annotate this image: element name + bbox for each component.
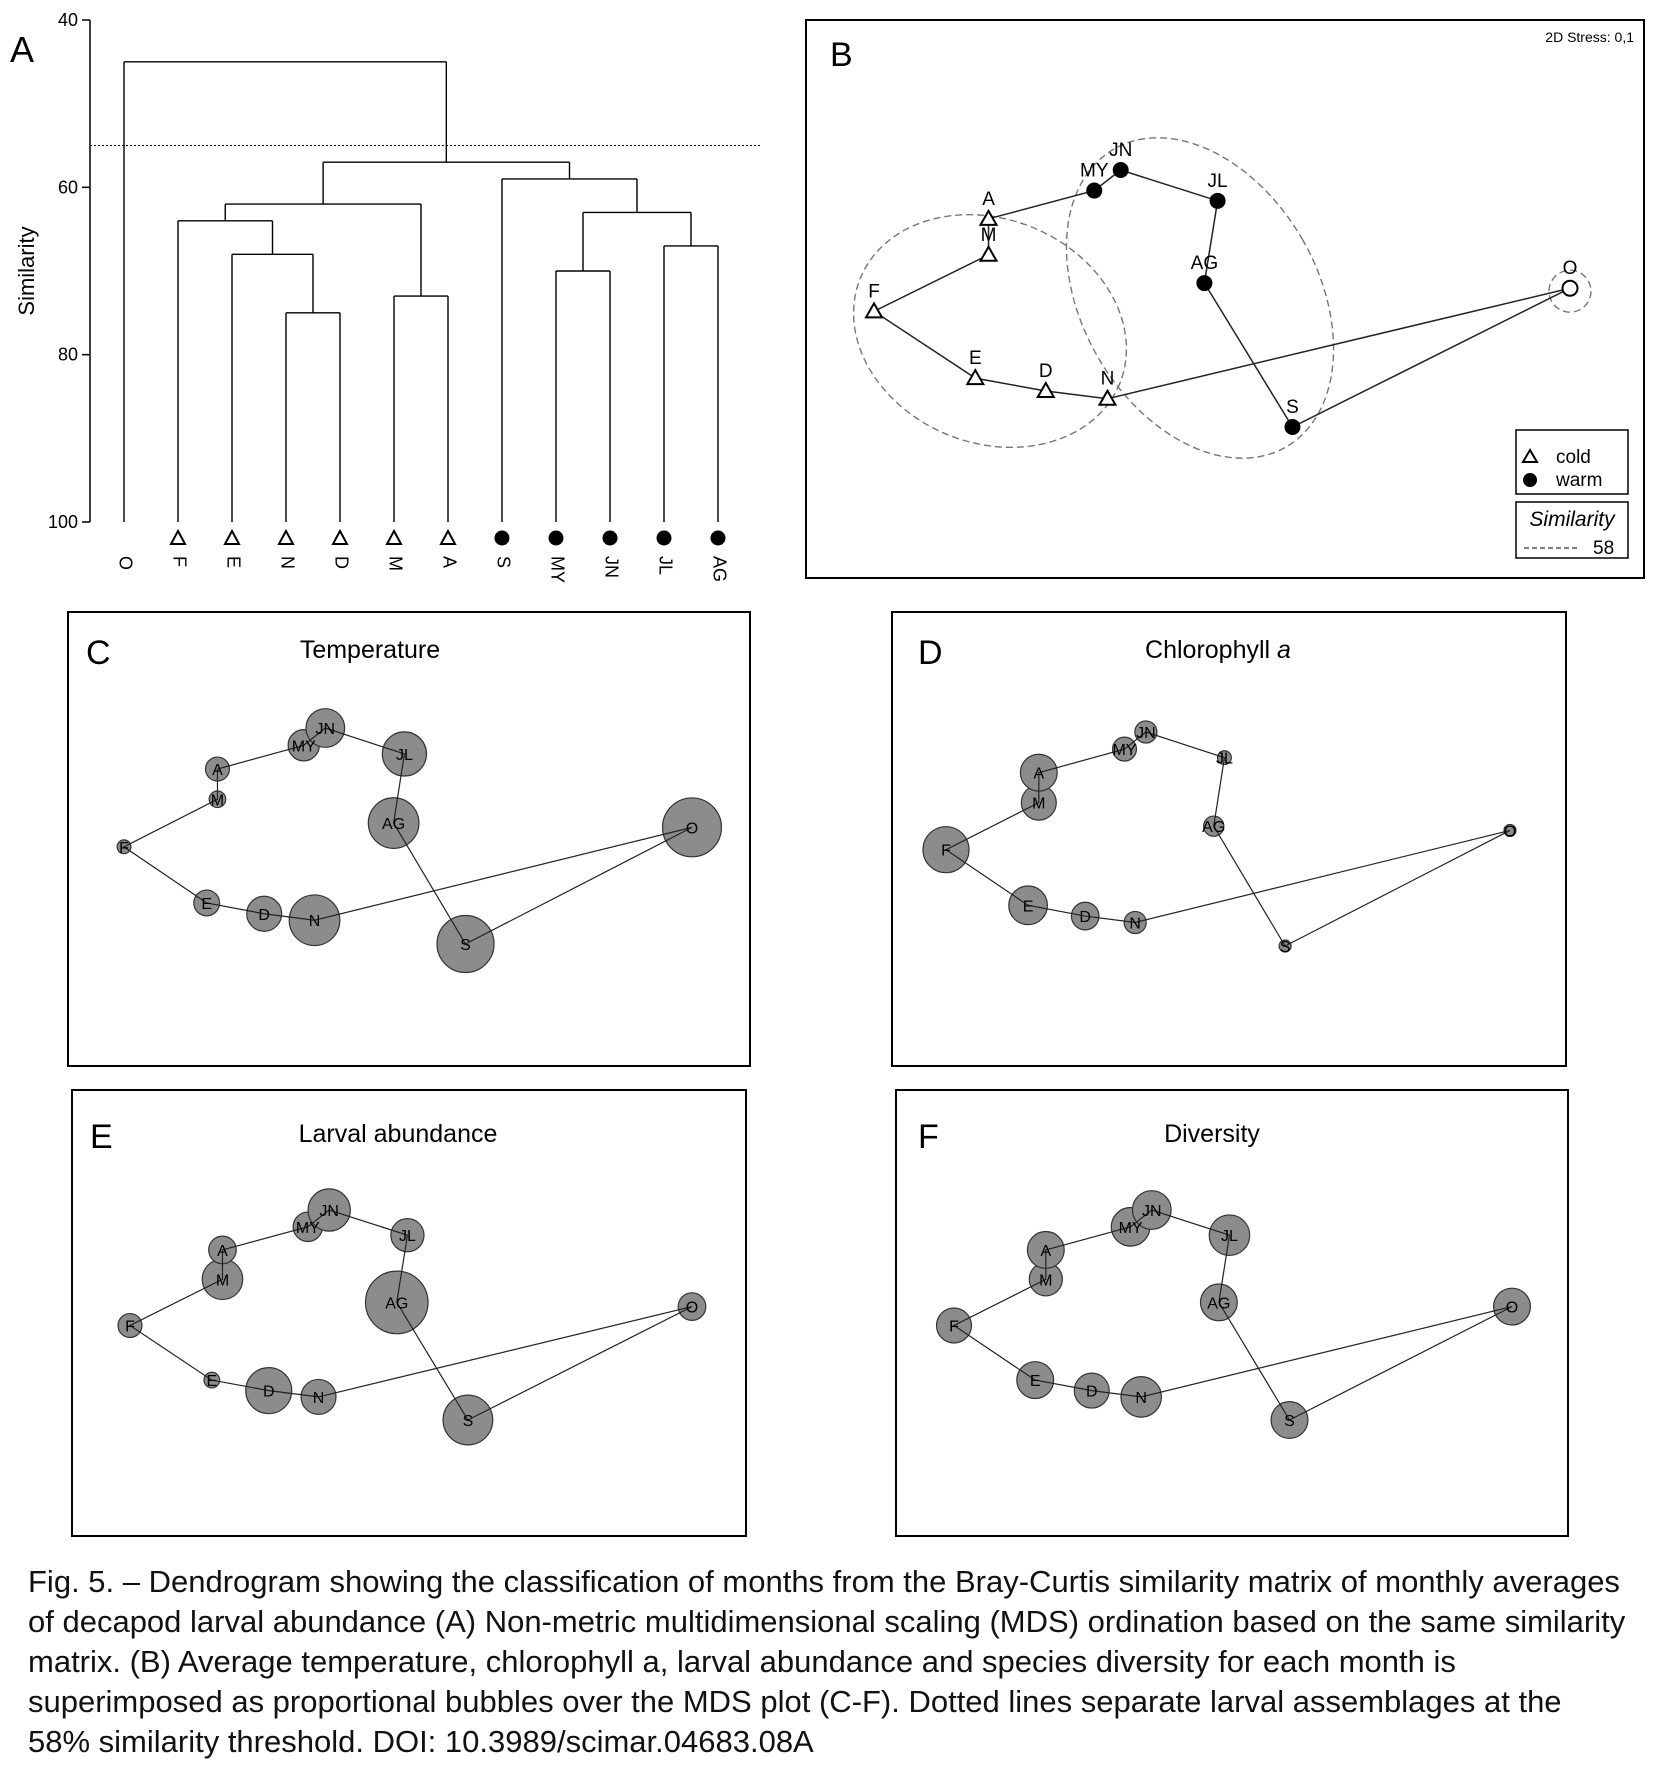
bubble-label-jn: JN [319,1203,339,1220]
leaf-label-e: E [223,556,244,569]
leaf-label-o: O [115,556,136,571]
bubble-label-ag: AG [382,816,406,834]
cold-triangle-marker [387,531,401,544]
bubble-label-o: O [685,820,699,838]
bubble-label-a: A [212,762,223,780]
bubble-label-f: F [949,1318,959,1336]
point-label-o: O [1562,258,1578,280]
chlorophyll-bubble-panel [892,612,1566,1066]
figure-caption: Fig. 5. – Dendrogram showing the classification of months from the Bray-Curtis similarity matrix of monthly averages of decapod larval abundance (A) Non-metric multidimensional scaling (MDS) ordination based on the same similarity matrix. (B) Average temperature, chlorophyll a, larval abundance and species diversity for each month is superimposed as proportional bubbles over the MDS plot (C-F). Dotted lines separate larval assemblages at the 58% similarity threshold. DOI: 10.3989/scimar.04683.08A [28,1564,1626,1759]
warm-point-my [1086,183,1102,199]
leaf-label-my: MY [547,556,568,583]
point-label-d: D [1038,361,1053,383]
panel-label-e: E [90,1118,113,1156]
bubble-label-jn: JN [1136,725,1156,742]
bubble-label-s: S [460,937,471,954]
point-label-a: A [982,188,995,210]
point-label-my: MY [1080,160,1109,182]
leaf-label-m: M [385,556,406,571]
bubble-label-e: E [206,1373,218,1391]
panel-title-italic: a [1277,636,1291,664]
cold-triangle-marker [225,531,239,544]
cold-triangle-marker [333,531,347,544]
warm-point-s [1284,419,1300,435]
bubble-label-m: M [215,1272,230,1290]
legend-warm-marker [1523,473,1537,487]
panel-label-b: B [830,36,853,74]
bubble-label-n: N [1129,915,1141,933]
warm-dot-marker [657,531,672,546]
bubble-label-a: A [1033,765,1045,783]
leaf-label-jl: JL [655,556,676,576]
bubble-label-jl: JL [1215,750,1233,768]
bubble-label-o: O [685,1299,699,1317]
diversity-bubble-panel [896,1090,1568,1536]
legend-warm-label: warm [1556,470,1603,491]
panel-title-text: Larval abundance [298,1120,498,1148]
larval-abundance-bubble-panel [72,1090,746,1536]
warm-point-ag [1196,275,1212,291]
leaf-label-jn: JN [601,556,622,578]
y-tick-label: 60 [57,177,78,198]
point-label-e: E [968,348,982,370]
dendrogram-panel [10,10,760,583]
bubble-label-ag: AG [1202,819,1226,837]
stress-label: 2D Stress: 0,1 [1545,29,1634,45]
panel-title-text: Chlorophyll [1145,636,1278,664]
bubble-label-jn: JN [1141,1203,1162,1220]
point-label-jn: JN [1109,140,1133,161]
y-tick-label: 100 [47,512,78,532]
leaf-label-ag: AG [709,556,730,583]
bubble-label-o: O [1503,823,1517,841]
bubble-label-m: M [1039,1272,1053,1290]
cold-triangle-marker [279,531,293,544]
similarity-legend-value: 58 [1593,538,1615,559]
bubble-label-f: F [119,839,129,857]
panel-d-frame [892,612,1566,1066]
panel-label-f: F [918,1118,939,1156]
panel-label-c: C [86,634,111,672]
bubble-label-d: D [1085,1383,1098,1401]
bubble-label-a: A [217,1242,228,1260]
panel-label-d: D [918,634,943,672]
cold-point-m [981,247,997,261]
bubble-label-my: MY [1112,742,1137,760]
leaf-label-f: F [169,556,190,567]
bubble-label-m: M [210,792,225,810]
bubble-label-ag: AG [385,1295,409,1313]
mds-trajectory-line [874,170,1570,427]
legend-cold-label: cold [1556,447,1591,468]
panel-title-text: Temperature [299,636,441,664]
point-label-f: F [868,281,880,303]
bubble-label-n: N [308,913,321,931]
bubble-label-jl: JL [395,746,413,764]
warm-group-envelope [1012,90,1388,506]
bubble-label-n: N [312,1389,325,1407]
cold-triangle-marker [441,531,455,544]
similarity-legend-title: Similarity [1529,508,1615,531]
bubble-label-d: D [262,1383,275,1401]
y-tick-label: 40 [57,10,78,30]
bubble-label-ag: AG [1207,1295,1231,1313]
leaf-label-d: D [331,556,352,569]
bubble-label-jl: JL [1221,1228,1238,1246]
bubble-label-d: D [258,906,270,924]
panel-label-a: A [10,29,35,70]
bubble-label-my: MY [1118,1219,1143,1237]
point-label-ag: AG [1190,253,1219,275]
y-axis-label: Similarity [14,226,39,316]
panel-title-text: Diversity [1164,1120,1260,1148]
warm-point-jn [1113,162,1129,178]
cold-point-e [967,370,983,384]
cold-point-f [866,303,882,317]
bubble-label-my: MY [291,738,316,756]
point-label-n: N [1100,368,1115,390]
point-label-m: M [980,224,997,246]
bubble-label-d: D [1079,909,1091,927]
panel-title-c [300,636,440,664]
point-label-s: S [1286,397,1299,418]
bubble-label-m: M [1032,795,1046,813]
temperature-bubble-panel [68,612,750,1066]
warm-dot-marker [549,531,564,546]
bubble-label-f: F [125,1318,135,1336]
bubble-label-e: E [201,895,213,913]
bubble-label-s: S [462,1413,474,1430]
bubble-label-jl: JL [398,1228,416,1246]
bubble-label-n: N [1135,1389,1147,1407]
leaf-label-a: A [439,556,460,569]
panel-title-f [1164,1120,1260,1148]
cold-triangle-marker [171,531,185,544]
warm-point-jl [1210,193,1226,209]
bubble-label-jn: JN [315,721,336,738]
mds-panel [806,20,1644,578]
bubble-label-e: E [1022,898,1034,916]
leaf-label-n: N [277,556,298,569]
y-tick-label: 80 [57,344,78,365]
panel-title-d [1145,636,1291,664]
bubble-label-s: S [1284,1413,1295,1430]
warm-dot-marker [711,531,726,546]
warm-dot-marker [603,531,618,546]
point-label-jl: JL [1207,170,1228,192]
panel-title-e [299,1120,498,1148]
leaf-label-s: S [493,556,514,569]
bubble-label-e: E [1029,1373,1041,1391]
point-o [1563,281,1578,296]
bubble-label-my: MY [295,1219,320,1237]
bubble-label-a: A [1040,1242,1052,1260]
warm-dot-marker [495,531,510,546]
bubble-label-s: S [1279,939,1291,956]
bubble-label-f: F [941,842,951,860]
bubble-label-o: O [1505,1299,1519,1317]
